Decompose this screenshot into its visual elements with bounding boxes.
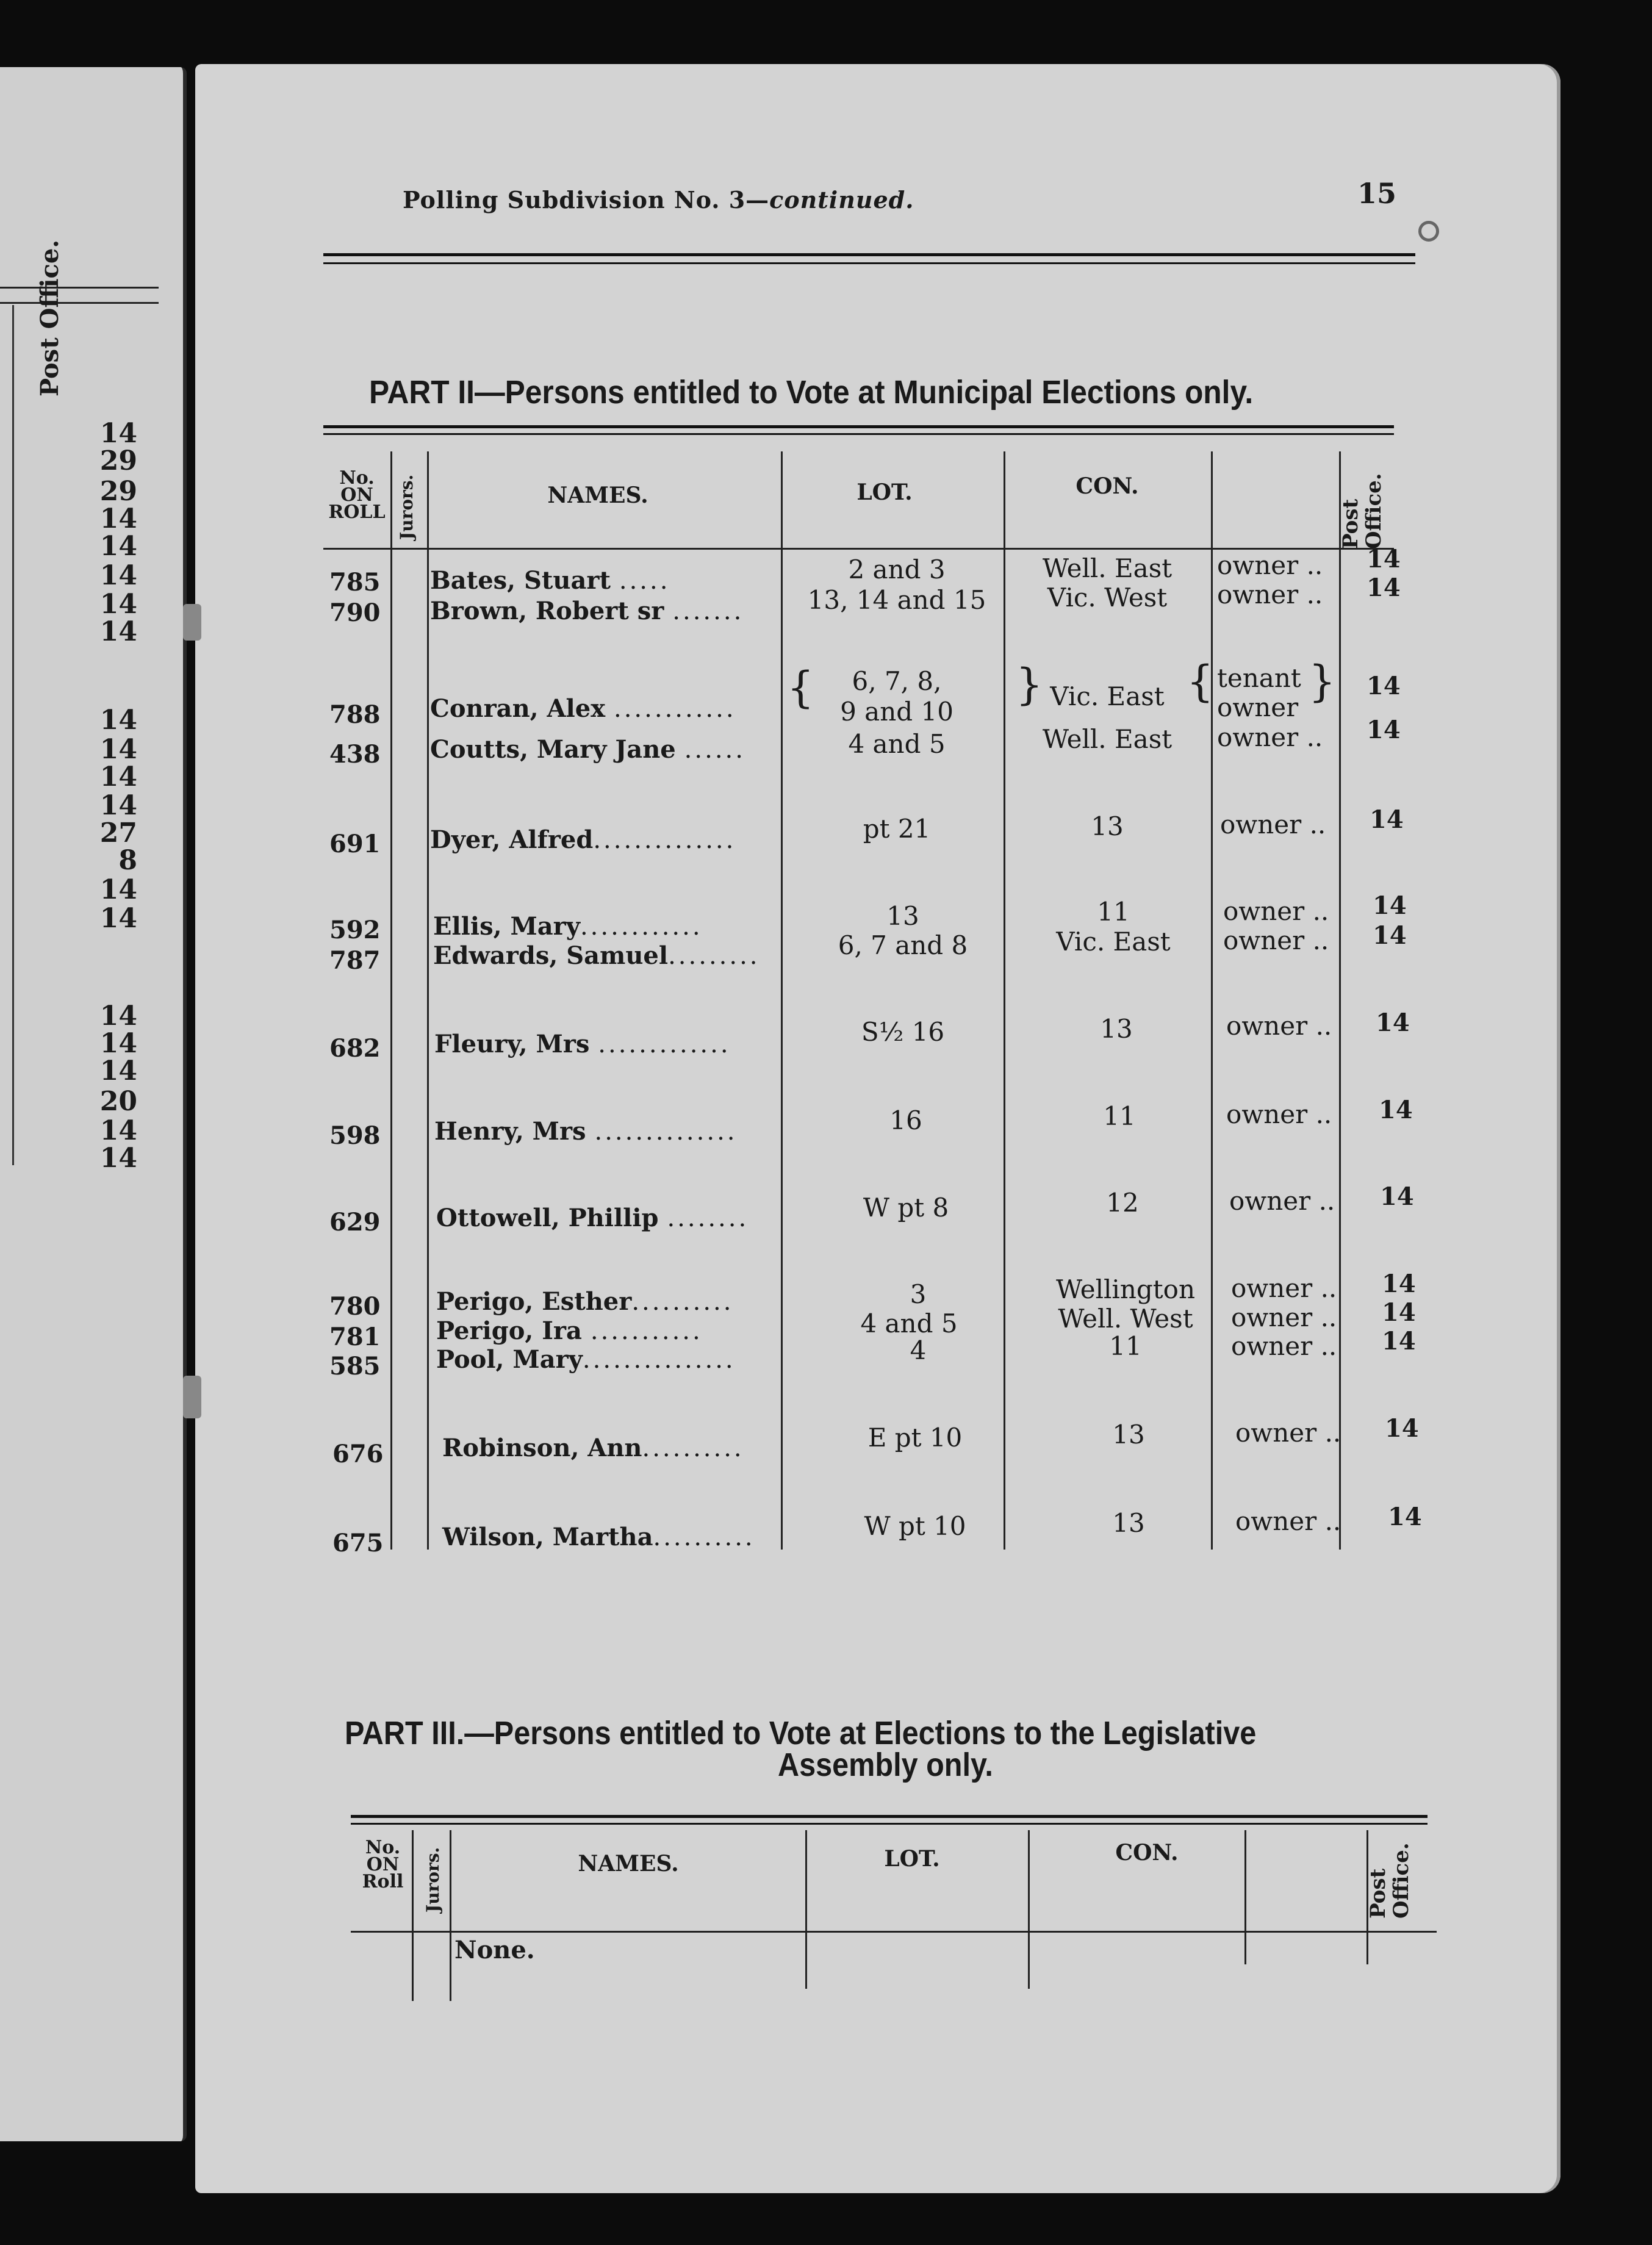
voter-name-text: Conran, Alex — [430, 694, 606, 723]
dot-leader: ......... — [668, 942, 760, 970]
brace-icon: { — [787, 663, 814, 713]
voter-name — [430, 567, 670, 594]
roll-number: 682 — [329, 1034, 381, 1063]
punch-hole-icon — [1418, 221, 1439, 242]
roll-number: 781 — [329, 1323, 381, 1351]
con-value: Wellington — [1055, 1274, 1196, 1304]
lot-value: 4 and 5 — [848, 729, 946, 759]
voter-name — [436, 1288, 733, 1315]
left-page-post-office-value: 14 — [99, 616, 137, 647]
col-header-post-office: Post Office. — [1338, 473, 1386, 549]
roll-number: 629 — [329, 1208, 381, 1237]
left-page-post-office-value: 14 — [99, 1000, 137, 1032]
voter-name-text: Perigo, Ira — [436, 1316, 582, 1345]
left-page-post-office-value: 14 — [99, 503, 137, 534]
col-header-on: ON — [366, 1854, 400, 1875]
part-2-title: PART II—Persons entitled to Vote at Municipal Elections only. — [369, 374, 1254, 411]
dot-leader: .............. — [594, 1118, 738, 1146]
con-value: Vic. East — [1050, 681, 1165, 711]
post-office-value: 14 — [1376, 1008, 1410, 1037]
left-page-column-rule — [12, 305, 14, 1165]
left-page-post-office-value: 14 — [99, 560, 137, 591]
col-header-no-on-roll — [323, 467, 390, 523]
post-office-value: 14 — [1382, 1298, 1416, 1327]
voter-name — [436, 1318, 703, 1345]
brace-icon: { — [1187, 656, 1214, 706]
post-office-value: 14 — [1382, 1270, 1416, 1298]
roll-number: 785 — [329, 568, 381, 597]
col-header-no-on-roll — [348, 1839, 418, 1891]
part-3-column-rule — [1244, 1830, 1246, 1964]
roll-number: 585 — [329, 1352, 381, 1381]
roll-number: 592 — [329, 916, 381, 944]
col-header-lot: LOT. — [884, 1846, 940, 1872]
col-header-con: CON. — [1076, 473, 1139, 499]
status-value: owner .. — [1231, 1273, 1337, 1303]
voter-name-text: Brown, Robert sr — [430, 597, 664, 625]
lot-value: 13 — [886, 901, 919, 931]
post-office-value: 14 — [1373, 921, 1407, 950]
con-value: Well. East — [1042, 724, 1173, 754]
post-office-value: 14 — [1370, 805, 1404, 834]
voter-name — [434, 1031, 731, 1058]
con-value: 11 — [1097, 897, 1130, 927]
binding-stitch-mark — [183, 1376, 201, 1418]
status-value: owner .. — [1231, 1302, 1337, 1332]
col-header-on: ON — [340, 484, 373, 506]
part-3-column-rule — [1366, 1830, 1368, 1964]
con-value: 11 — [1103, 1101, 1136, 1131]
left-page-post-office-value: 14 — [99, 1028, 137, 1059]
post-office-value: 14 — [1366, 672, 1401, 700]
con-value: 11 — [1109, 1331, 1142, 1361]
voter-name — [436, 1205, 749, 1232]
left-page-post-office-value: 14 — [99, 705, 137, 736]
post-office-value: 14 — [1366, 545, 1401, 573]
voter-name — [433, 913, 703, 940]
dot-leader: .......... — [642, 1434, 744, 1462]
page-number: 15 — [1357, 177, 1397, 210]
voter-name-text: Henry, Mrs — [434, 1117, 586, 1146]
part-3-header-rule — [351, 1931, 1437, 1933]
left-page-post-office-value: 14 — [99, 418, 137, 449]
part-3-top-rule — [351, 1815, 1428, 1818]
roll-number: 676 — [332, 1440, 384, 1468]
col-header-names: NAMES. — [578, 1851, 679, 1877]
left-page-post-office-value: 27 — [99, 817, 137, 849]
voter-name-text: Pool, Mary — [436, 1345, 583, 1374]
lot-value: 13, 14 and 15 — [807, 585, 986, 615]
status-value: owner .. — [1229, 1186, 1335, 1216]
dot-leader: ...... — [684, 736, 745, 764]
dot-leader: ..... — [619, 567, 670, 595]
lot-value: 4 — [910, 1335, 927, 1365]
roll-number: 787 — [329, 946, 381, 975]
roll-number: 598 — [329, 1121, 381, 1150]
running-header — [403, 186, 914, 214]
post-office-value: 14 — [1366, 716, 1401, 744]
header-rule — [323, 262, 1415, 264]
status-value: owner .. — [1223, 896, 1329, 926]
lot-value: S½ 16 — [861, 1017, 945, 1047]
con-value: 13 — [1100, 1014, 1133, 1044]
left-page-post-office-value: 14 — [99, 1115, 137, 1146]
status-value: owner .. — [1226, 1011, 1332, 1041]
con-value: Well. East — [1042, 553, 1173, 583]
post-office-value: 14 — [1366, 573, 1401, 602]
dot-leader: ............... — [582, 1346, 736, 1374]
voter-name — [442, 1435, 744, 1462]
col-header-no: No. — [365, 1837, 401, 1858]
voter-name — [434, 1118, 738, 1145]
post-office-value: 14 — [1388, 1503, 1422, 1531]
lot-value: 6, 7, 8, — [852, 666, 942, 696]
voter-name — [436, 1346, 736, 1373]
voter-name-text: Wilson, Martha — [442, 1523, 653, 1551]
part-3-top-rule — [351, 1823, 1428, 1825]
left-page-post-office-value: 8 — [118, 845, 137, 876]
roll-number: 788 — [329, 700, 381, 729]
part-2-header-rule — [323, 548, 1394, 550]
lot-value-continued: 9 and 10 — [840, 697, 953, 727]
part-3-column-rule — [450, 1830, 451, 2001]
status-value: owner .. — [1231, 1331, 1337, 1361]
roll-number: 691 — [329, 830, 381, 858]
part-2-column-rule — [1339, 451, 1341, 1550]
voter-name — [430, 736, 745, 763]
part-2-column-rule — [1004, 451, 1005, 1550]
left-page-edge — [0, 67, 187, 2141]
voter-name — [430, 695, 736, 722]
part-2-top-rule — [323, 433, 1394, 435]
col-header-jurors: Jurors. — [397, 474, 417, 540]
voter-name-text: Fleury, Mrs — [434, 1030, 590, 1058]
voter-name-text: Ellis, Mary — [433, 912, 580, 941]
voter-name-text: Ottowell, Phillip — [436, 1204, 659, 1232]
part-2-top-rule — [323, 425, 1394, 428]
part-3-none-entry: None. — [454, 1936, 535, 1964]
voter-name — [442, 1524, 755, 1551]
con-value: 13 — [1112, 1420, 1145, 1449]
status-value: tenant — [1217, 663, 1301, 693]
con-value: Vic. East — [1056, 927, 1171, 957]
con-value: 13 — [1112, 1508, 1145, 1538]
left-page-post-office-value: 20 — [99, 1086, 137, 1117]
left-page-post-office-value: 14 — [99, 589, 137, 620]
voter-name-text: Edwards, Samuel — [433, 941, 669, 970]
col-header-post-office: Post Office. — [1366, 1842, 1413, 1919]
left-page-post-office-value: 14 — [99, 761, 137, 792]
part-3-column-rule — [1028, 1830, 1030, 1989]
post-office-value: 14 — [1373, 891, 1407, 920]
dot-leader: ............. — [598, 1030, 731, 1058]
status-value: owner .. — [1217, 550, 1323, 580]
col-header-names: NAMES. — [547, 483, 648, 508]
status-value: owner .. — [1226, 1099, 1332, 1129]
brace-icon: } — [1016, 659, 1043, 709]
left-page-post-office-value: 29 — [99, 476, 137, 507]
left-page-post-office-value: 14 — [99, 1143, 137, 1174]
col-header-roll: ROLL — [328, 501, 386, 523]
lot-value: E pt 10 — [867, 1423, 963, 1453]
part-3-title-continued: Assembly only. — [778, 1747, 993, 1783]
col-header-lot: LOT. — [857, 480, 913, 505]
left-page-post-office-value: 14 — [99, 1055, 137, 1087]
roll-number: 675 — [332, 1529, 384, 1557]
part-3-column-rule — [412, 1830, 414, 2001]
lot-value: pt 21 — [863, 814, 931, 844]
con-value: 13 — [1091, 811, 1124, 841]
part-2-column-rule — [427, 451, 429, 1550]
voter-name — [433, 943, 760, 969]
roll-number: 790 — [329, 598, 381, 627]
post-office-value: 14 — [1380, 1182, 1414, 1211]
voter-name-text: Perigo, Esther — [436, 1287, 632, 1316]
voter-name-text: Bates, Stuart — [430, 566, 611, 595]
left-page-post-office-value: 14 — [99, 903, 137, 934]
col-header-roll: Roll — [362, 1871, 404, 1892]
left-page-post-office-value: 14 — [99, 874, 137, 905]
left-page-post-office-header: Post Office. — [35, 239, 64, 397]
col-header-jurors: Jurors. — [423, 1847, 443, 1913]
left-page-post-office-value: 29 — [99, 445, 137, 476]
voter-name-text: Robinson, Ann — [442, 1434, 642, 1462]
lot-value: W pt 10 — [864, 1511, 966, 1541]
dot-leader: .......... — [631, 1288, 734, 1316]
dot-leader: ........ — [667, 1204, 749, 1232]
dot-leader: ............ — [580, 913, 703, 941]
roll-number: 780 — [329, 1292, 381, 1321]
dot-leader: .......... — [653, 1523, 755, 1551]
left-page-post-office-value: 14 — [99, 734, 137, 765]
lot-value: 6, 7 and 8 — [838, 930, 968, 960]
header-rule — [323, 253, 1415, 256]
status-value: owner .. — [1235, 1418, 1341, 1448]
voter-name-text: Coutts, Mary Jane — [430, 735, 676, 764]
dot-leader: ........... — [590, 1317, 703, 1345]
running-header-title: Polling Subdivision No. 3— — [403, 186, 770, 214]
lot-value: W pt 8 — [863, 1193, 949, 1223]
left-page-rule — [0, 302, 159, 304]
left-page-rule — [0, 287, 159, 289]
con-value: Well. West — [1058, 1304, 1193, 1334]
status-value: owner .. — [1217, 722, 1323, 752]
part-3-column-rule — [805, 1830, 807, 1989]
left-page-post-office-value: 14 — [99, 531, 137, 562]
dot-leader: .............. — [593, 826, 736, 854]
dot-leader: ............ — [614, 695, 736, 723]
part-2-column-rule — [390, 451, 392, 1550]
lot-value: 3 — [910, 1279, 927, 1309]
voter-name-text: Dyer, Alfred — [430, 825, 594, 854]
roll-number: 438 — [329, 740, 381, 769]
dot-leader: ....... — [672, 597, 744, 625]
status-value-continued: owner — [1217, 692, 1299, 722]
part-2-column-rule — [1211, 451, 1213, 1550]
part-3-title: PART III.—Persons entitled to Vote at Elections to the Legislative — [345, 1715, 1257, 1751]
col-header-no: No. — [339, 467, 375, 489]
post-office-value: 14 — [1379, 1096, 1413, 1124]
lot-value: 2 and 3 — [848, 555, 946, 584]
status-value: owner .. — [1223, 925, 1329, 955]
lot-value: 16 — [889, 1105, 922, 1135]
con-value: Vic. West — [1047, 583, 1168, 612]
status-value: owner .. — [1220, 810, 1326, 839]
brace-icon: } — [1309, 656, 1336, 706]
lot-value: 4 and 5 — [860, 1309, 958, 1338]
status-value: owner .. — [1235, 1506, 1341, 1536]
status-value: owner .. — [1217, 580, 1323, 609]
part-2-column-rule — [781, 451, 783, 1550]
post-office-value: 14 — [1385, 1414, 1419, 1443]
con-value: 12 — [1106, 1188, 1139, 1218]
col-header-con: CON. — [1115, 1840, 1179, 1866]
voter-name — [430, 827, 736, 853]
binding-stitch-mark — [183, 604, 201, 641]
post-office-value: 14 — [1382, 1327, 1416, 1356]
voter-name — [430, 598, 744, 625]
left-page-post-office-value: 14 — [99, 790, 137, 821]
running-header-continued: continued. — [769, 186, 914, 214]
